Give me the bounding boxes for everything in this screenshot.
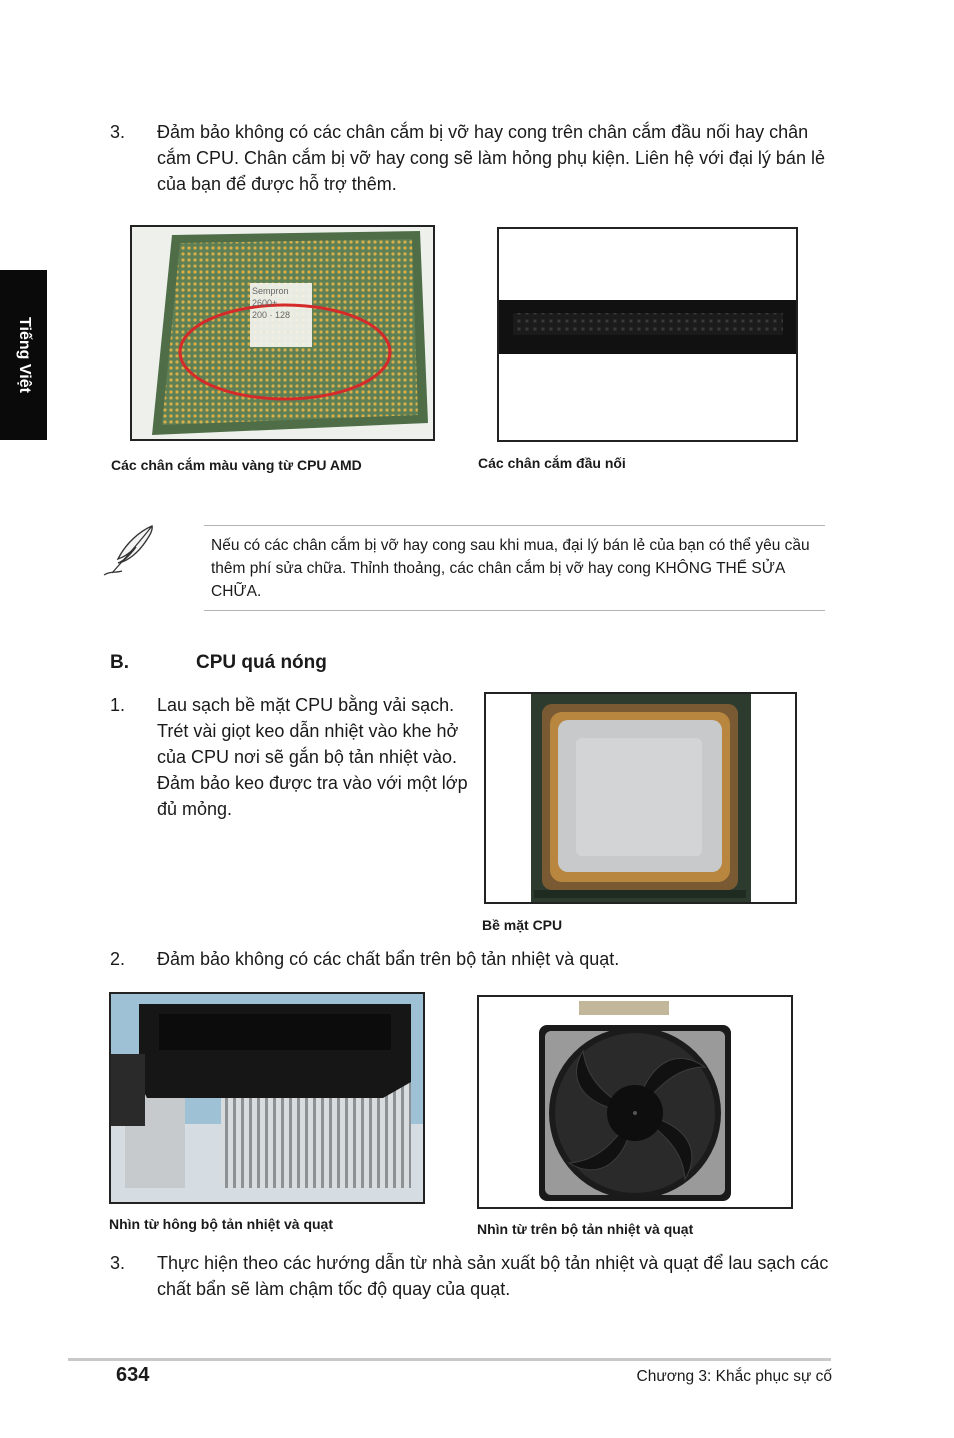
cpu-label-line: 2600+ [252, 298, 278, 308]
amd-cpu-pins-photo [130, 225, 435, 441]
language-side-tab [0, 270, 47, 440]
chapter-title: Chương 3: Khắc phục sự cố [636, 1368, 832, 1385]
photo-caption: Nhìn từ trên bộ tản nhiệt và quạt [477, 1221, 694, 1237]
note-bottom-divider [204, 610, 825, 611]
step-number: 3. [110, 122, 126, 142]
section-letter: B. [110, 652, 129, 673]
step-number: 3. [110, 1253, 126, 1273]
feather-quill-icon [100, 523, 160, 581]
heatsink-side-photo [109, 992, 425, 1204]
footer-divider [68, 1358, 831, 1361]
photo-caption: Các chân cắm màu vàng từ CPU AMD [111, 457, 362, 473]
section-title: CPU quá nóng [196, 652, 327, 673]
cpu-label-sticker [252, 285, 312, 321]
photo-caption: Nhìn từ hông bộ tản nhiệt và quạt [109, 1216, 334, 1232]
heatsink-top-photo [477, 995, 793, 1209]
note-text: Nếu có các chân cắm bị vỡ hay cong sau khi mua, đại lý bán lẻ của bạn có thể yêu cầu thêm phí sửa chữa. Thỉnh thoảng, các chân cắm bị vỡ hay cong KHÔNG THỂ SỬA CHỮA. [211, 537, 810, 600]
amd-cpu-pins-image [132, 227, 433, 439]
language-tab-label: Tiếng Việt [15, 317, 33, 393]
page-number: 634 [116, 1364, 150, 1386]
cpu-label-line: Sempron [252, 286, 289, 296]
heatsink-top-image [479, 997, 791, 1207]
cpu-label-line: 200 · 128 [252, 310, 291, 320]
step-number: 1. [110, 695, 126, 715]
step-text: Lau sạch bề mặt CPU bằng vải sạch. Trét vài giọt keo dẫn nhiệt vào khe hở của CPU nơi sẽ gắn bộ tản nhiệt vào. Đảm bảo keo được tra vào với một lớp đủ mỏng. [157, 695, 468, 819]
step-number: 2. [110, 949, 126, 969]
step-text: Thực hiện theo các hướng dẫn từ nhà sản xuất bộ tản nhiệt và quạt để lau sạch các chất bẩn sẽ làm chậm tốc độ quay của quạt. [157, 1253, 829, 1299]
photo-caption: Bề mặt CPU [482, 917, 563, 933]
note-top-divider [204, 525, 825, 526]
connector-pins-photo [497, 227, 798, 442]
photo-caption: Các chân cắm đầu nối [478, 455, 626, 471]
step-text: Đảm bảo không có các chất bẩn trên bộ tản nhiệt và quạt. [157, 949, 620, 969]
connector-pins-image [499, 229, 796, 440]
step-text: Đảm bảo không có các chân cắm bị vỡ hay cong trên chân cắm đầu nối hay chân cắm CPU. Chân cắm bị vỡ hay cong sẽ làm hỏng phụ kiện. Liên hệ với đại lý bán lẻ của bạn để được hỗ trợ thêm. [157, 122, 825, 194]
cpu-surface-image [486, 694, 795, 902]
heatsink-side-image [111, 994, 423, 1202]
cpu-surface-photo [484, 692, 797, 904]
